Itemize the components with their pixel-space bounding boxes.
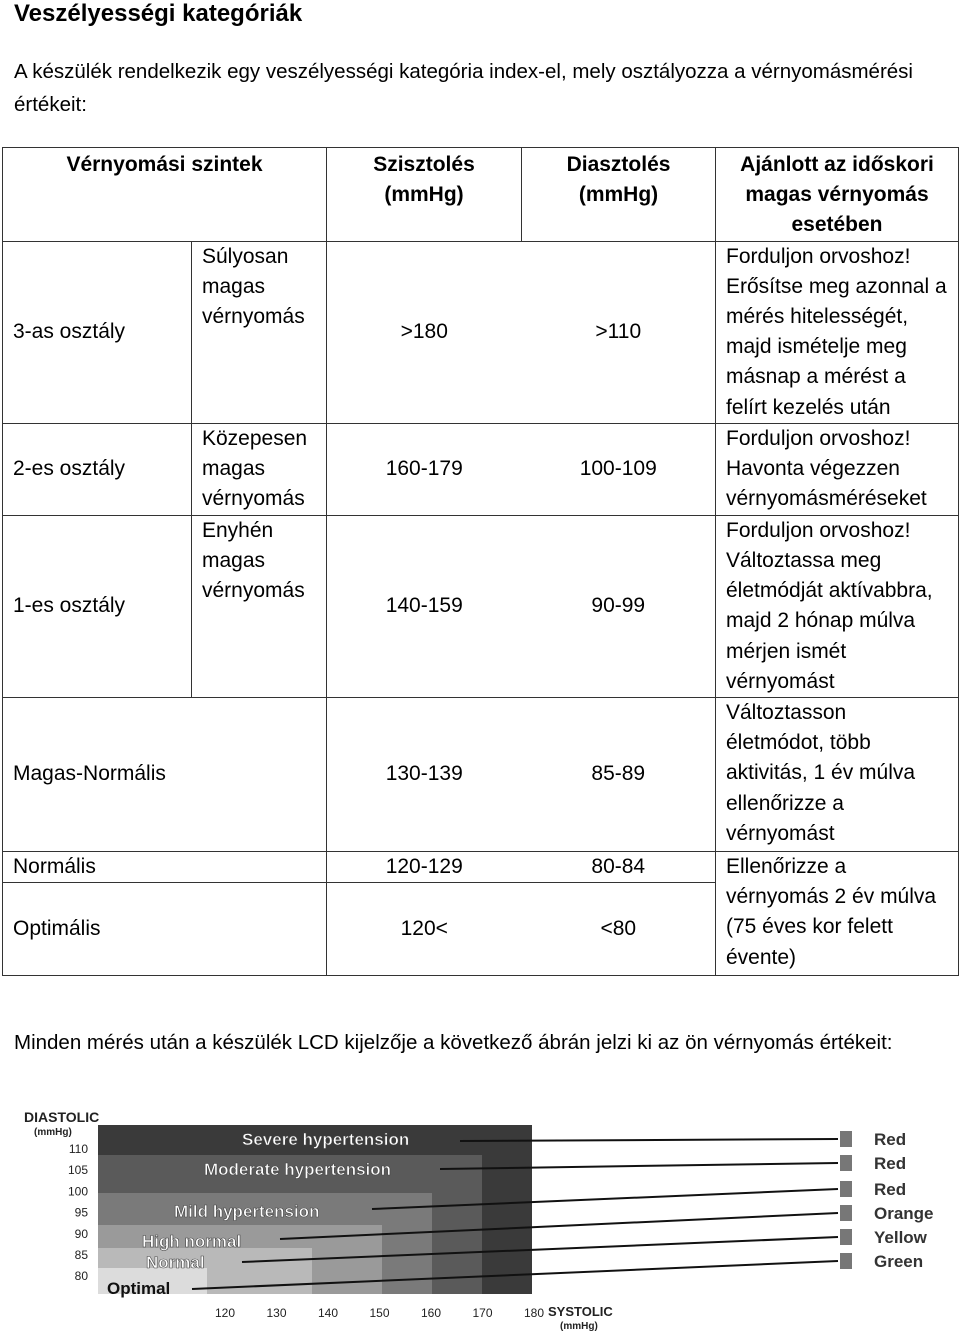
band-label-2: Moderate hypertension xyxy=(204,1160,392,1179)
row-class: 3-as osztály xyxy=(3,241,192,423)
bands-group xyxy=(98,1125,532,1298)
y-tick-label: 85 xyxy=(74,1248,88,1262)
row-level: Enyhén magas vérnyomás xyxy=(192,515,327,697)
y-ticks xyxy=(68,1142,88,1283)
diastolic-unit: (mmHg) xyxy=(34,1127,72,1138)
row-recommendation: Változtasson életmódot, több aktivitás, 1 év múlva ellenőrizze a vérnyomást xyxy=(716,698,959,852)
legend-swatch xyxy=(840,1205,852,1221)
lcd-figure xyxy=(12,1105,960,1333)
diastolic-label: DIASTOLIC xyxy=(24,1109,100,1125)
y-tick-label: 95 xyxy=(74,1205,88,1220)
row-class: Normális xyxy=(3,852,327,883)
row-diastolic: 80-84 xyxy=(522,852,716,883)
header-levels: Vérnyomási szintek xyxy=(3,148,327,242)
row-diastolic: 90-99 xyxy=(522,515,716,697)
band-label-5: Normal xyxy=(146,1253,205,1272)
x-tick-label: 160 xyxy=(420,1306,442,1320)
legend-swatch xyxy=(840,1229,852,1245)
row-diastolic: >110 xyxy=(522,241,716,423)
table-row xyxy=(3,515,959,697)
page-title: Veszélyességi kategóriák xyxy=(14,0,303,27)
row-systolic: 130-139 xyxy=(327,698,522,852)
table-row xyxy=(3,423,959,515)
band-label-6: Optimal xyxy=(107,1279,171,1298)
legend-swatch xyxy=(840,1131,852,1147)
row-class: Optimális xyxy=(3,883,327,976)
legend-label: Red xyxy=(874,1154,907,1173)
row-recommendation: Forduljon orvoshoz! Havonta végezzen vérnyomásméréseket xyxy=(716,423,959,515)
x-tick-label: 180 xyxy=(523,1306,545,1320)
x-tick-label: 170 xyxy=(472,1306,493,1320)
systolic-label: SYSTOLIC xyxy=(548,1304,613,1319)
legend-label: Red xyxy=(874,1130,907,1149)
table-row xyxy=(3,852,959,883)
x-tick-label: 150 xyxy=(369,1306,390,1320)
legend-swatch xyxy=(840,1155,852,1171)
row-recommendation: Ellenőrizze a vérnyomás 2 év múlva (75 éves kor felett évente) xyxy=(716,852,959,976)
table-row xyxy=(3,241,959,423)
x-ticks xyxy=(215,1306,544,1320)
header-diastolic: Diasztolés (mmHg) xyxy=(522,148,716,242)
legend-label: Red xyxy=(874,1180,907,1199)
blood-pressure-table xyxy=(2,147,959,976)
row-systolic: 120-129 xyxy=(327,852,522,883)
x-tick-label: 120 xyxy=(214,1306,236,1320)
band-label-1: Severe hypertension xyxy=(242,1130,410,1149)
legend-label: Yellow xyxy=(874,1228,927,1247)
row-systolic: >180 xyxy=(327,241,522,423)
y-tick-label: 90 xyxy=(74,1226,88,1241)
row-diastolic: 100-109 xyxy=(522,423,716,515)
y-tick-label: 100 xyxy=(67,1184,88,1199)
header-recommendation: Ajánlott az időskori magas vérnyomás esetében xyxy=(716,148,959,242)
row-systolic: 160-179 xyxy=(327,423,522,515)
row-level: Súlyosan magas vérnyomás xyxy=(192,241,327,423)
y-tick-label: 105 xyxy=(67,1163,88,1178)
legend xyxy=(840,1130,934,1271)
row-class: 1-es osztály xyxy=(3,515,192,697)
row-class: Magas-Normális xyxy=(3,698,327,852)
legend-label: Orange xyxy=(874,1204,934,1223)
legend-swatch xyxy=(840,1253,852,1269)
intro-paragraph: A készülék rendelkezik egy veszélyességi kategória index-el, mely osztályozza a vérnyomásmérési értékeit: xyxy=(14,60,913,116)
header-systolic: Szisztolés (mmHg) xyxy=(327,148,522,242)
legend-label: Green xyxy=(874,1252,924,1271)
y-tick-label: 80 xyxy=(74,1269,88,1284)
lcd-intro-paragraph: Minden mérés után a készülék LCD kijelzője a következő ábrán jelzi ki az ön vérnyomás értékeit: xyxy=(14,1031,893,1054)
systolic-unit: (mmHg) xyxy=(560,1321,598,1332)
row-level: Közepesen magas vérnyomás xyxy=(192,423,327,515)
row-systolic: 140-159 xyxy=(327,515,522,697)
x-tick-label: 140 xyxy=(317,1306,339,1320)
band-label-3: Mild hypertension xyxy=(174,1202,320,1221)
row-recommendation: Forduljon orvoshoz! Változtassa meg életmódját aktívabbra, majd 2 hónap múlva mérjen ismét vérnyomást xyxy=(716,515,959,697)
band-label-4: High normal xyxy=(142,1232,242,1251)
table-header-row xyxy=(3,148,959,242)
row-systolic: 120< xyxy=(327,883,522,976)
legend-swatch xyxy=(840,1181,852,1197)
table-row xyxy=(3,698,959,852)
row-class: 2-es osztály xyxy=(3,423,192,515)
x-tick-label: 130 xyxy=(266,1306,287,1320)
row-diastolic: 85-89 xyxy=(522,698,716,852)
y-tick-label: 110 xyxy=(68,1142,88,1156)
row-diastolic: <80 xyxy=(522,883,716,976)
row-recommendation: Forduljon orvoshoz! Erősítse meg azonnal a mérés hitelességét, majd ismételje meg másnap a mérést a felírt kezelés után xyxy=(716,241,959,423)
